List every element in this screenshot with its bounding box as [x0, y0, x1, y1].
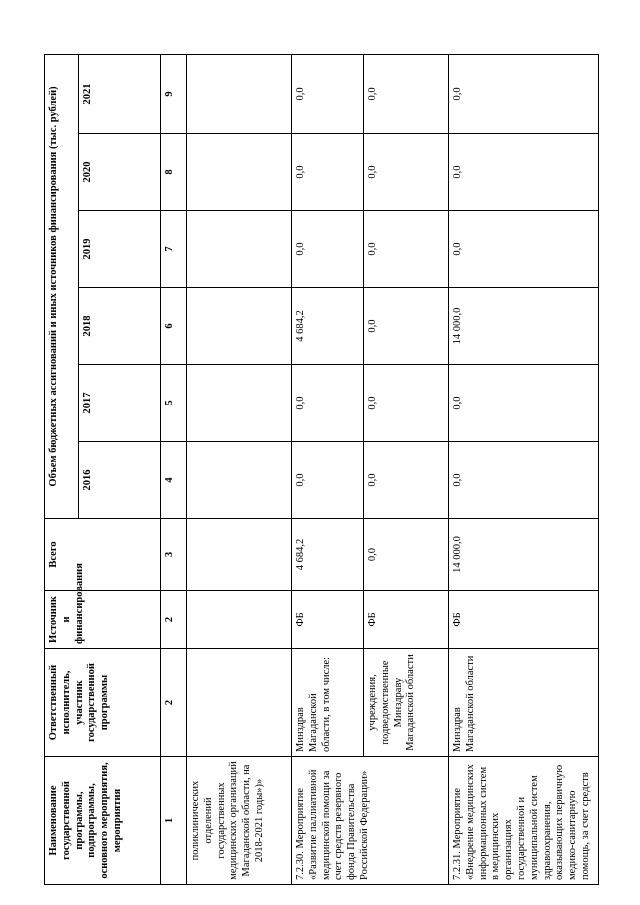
table-row [187, 54, 292, 884]
table-row [449, 54, 599, 884]
row-value: 0,0 [364, 134, 449, 211]
row-total: 14 000,0 [449, 519, 599, 591]
row-total [187, 519, 292, 591]
row-total: 0,0 [364, 519, 449, 591]
row-value: 0,0 [449, 54, 599, 133]
col-number: 2 [161, 591, 187, 649]
row-executor: учреждения, подведомственные Минздраву Магаданской области [364, 649, 449, 757]
col-number: 8 [161, 134, 187, 211]
row-name: 7.2.31. Мероприятие «Внедрение медицинских информационных систем в медицинских организациях государственной и муниципальной систем здравоохранения, оказывающих первичную медико-санитарную помощь, за счет средств [449, 757, 599, 885]
row-value [187, 442, 292, 519]
col-number: 1 [161, 757, 187, 885]
header-name: Наименование государственной программы, подпрограммы, основного мероприятия, мероприятия [45, 757, 161, 885]
header-year-2020: 2020 [79, 134, 161, 211]
header-executor: Ответственный исполнитель, участник государственной программы [45, 649, 161, 757]
row-value [187, 134, 292, 211]
header-total: Всего [45, 519, 161, 591]
row-value: 0,0 [364, 54, 449, 133]
col-number: 4 [161, 442, 187, 519]
row-value: 0,0 [364, 442, 449, 519]
row-total: 4 684,2 [292, 519, 364, 591]
col-number: 2 [161, 649, 187, 757]
header-year-2017: 2017 [79, 365, 161, 442]
row-value: 4 684,2 [292, 288, 364, 365]
document-page [44, 55, 619, 885]
row-value: 0,0 [364, 365, 449, 442]
financing-table [44, 54, 599, 885]
row-executor: Минздрав Магаданской области, в том числе: [292, 649, 364, 757]
row-source: ФБ [364, 591, 449, 649]
header-financing-group: Объем бюджетных ассигнований и иных источников финансирования (тыс. рублей) [45, 54, 79, 518]
header-year-2016: 2016 [79, 442, 161, 519]
row-value: 0,0 [449, 134, 599, 211]
row-value: 14 000,0 [449, 288, 599, 365]
row-value [187, 54, 292, 133]
row-source [187, 591, 292, 649]
row-executor: Минздрав Магаданской области [449, 649, 599, 757]
row-value: 0,0 [292, 365, 364, 442]
header-source: Источник и финансирования [45, 591, 161, 649]
row-name: 7.2.30. Мероприятие «Развитие паллиативной медицинской помощи за счет средств резервного фонда Правительства Российской Федерации» [292, 757, 449, 885]
row-value: 0,0 [364, 211, 449, 288]
row-value: 0,0 [292, 211, 364, 288]
header-year-2021: 2021 [79, 54, 161, 133]
row-source: ФБ [449, 591, 599, 649]
row-value [187, 365, 292, 442]
col-number: 9 [161, 54, 187, 133]
row-value: 0,0 [449, 442, 599, 519]
col-number: 3 [161, 519, 187, 591]
col-number: 7 [161, 211, 187, 288]
row-value: 0,0 [449, 211, 599, 288]
col-number: 6 [161, 288, 187, 365]
row-value [187, 211, 292, 288]
row-value: 0,0 [292, 442, 364, 519]
row-name: поликлинических отделений государственных медицинских организаций Магаданской области, на 2018-2021 годы»)» [187, 757, 292, 885]
row-value: 0,0 [364, 288, 449, 365]
header-year-2018: 2018 [79, 288, 161, 365]
row-value: 0,0 [292, 54, 364, 133]
row-value [187, 288, 292, 365]
row-source: ФБ [292, 591, 364, 649]
col-number: 5 [161, 365, 187, 442]
row-executor [187, 649, 292, 757]
table-row [292, 54, 364, 884]
row-value: 0,0 [292, 134, 364, 211]
header-year-2019: 2019 [79, 211, 161, 288]
row-value: 0,0 [449, 365, 599, 442]
